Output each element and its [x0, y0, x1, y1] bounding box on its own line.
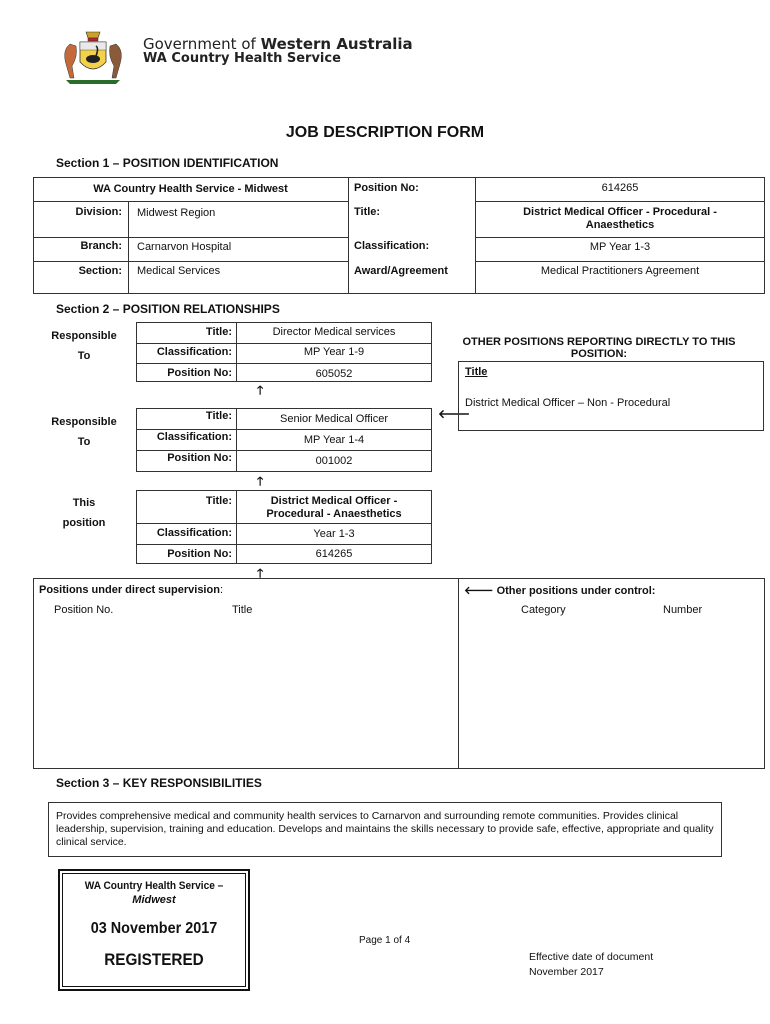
box1-class-value: MP Year 1-9: [303, 346, 365, 358]
box1-title-label: Title:: [205, 326, 232, 338]
other-position-item: District Medical Officer – Non - Procedural: [465, 397, 671, 409]
box3-pos-value: 614265: [315, 548, 353, 560]
responsible-label-2: Responsible To: [51, 416, 117, 448]
crest-logo: [56, 26, 130, 88]
responsible-label-1: Responsible To: [51, 330, 117, 362]
page-number: Page 1 of 4: [359, 935, 411, 946]
arrow-left-icon: 🡐: [464, 585, 494, 597]
award-value: Medical Practitioners Agreement: [540, 265, 700, 277]
col-position-no: Position No.: [54, 604, 114, 616]
section-label: Section:: [78, 265, 122, 277]
section3-heading: Section 3 – KEY RESPONSIBILITIES: [56, 776, 262, 790]
box1-class-label: Classification:: [156, 346, 232, 358]
box3-pos-label: Position No:: [167, 548, 232, 560]
effective-date-label: Effective date of document: [529, 951, 654, 963]
arrow-up-icon: 🡑: [257, 383, 264, 397]
key-responsibilities-text: Provides comprehensive medical and community health services to Carnarvon and surrounding remote communities. Provides clinical leadership, supervision, training and education. Develops and maintains the skills necessary to provide safe, effective, appropriate and quality clinical service.: [56, 810, 714, 848]
other-control-label: 🡐 Other positions under control:: [464, 585, 656, 597]
box3-class-value: Year 1-3: [313, 528, 355, 540]
effective-date-value: November 2017: [529, 966, 604, 978]
box2-title-value: Senior Medical Officer: [279, 413, 388, 425]
box1-pos-label: Position No:: [167, 367, 232, 379]
col-title: Title: [232, 604, 253, 616]
position-no-label: Position No:: [354, 182, 419, 194]
org-name-state: Western Australia: [260, 35, 413, 53]
box1-pos-value: 605052: [315, 368, 353, 380]
division-label: Division:: [75, 206, 122, 218]
arrow-up-icon: 🡑: [257, 474, 264, 488]
org-name-prefix: Government of: [143, 35, 256, 53]
stamp-org-line: WA Country Health Service –: [84, 880, 224, 892]
stamp-status: REGISTERED: [104, 950, 204, 969]
col-number: Number: [663, 604, 703, 616]
org-subname: WA Country Health Service: [143, 51, 341, 66]
other-positions-heading: OTHER POSITIONS REPORTING DIRECTLY TO THIS POSITION:: [462, 336, 736, 360]
classification-label: Classification:: [354, 240, 430, 252]
under-supervision-label: Positions under direct supervision:: [39, 584, 223, 596]
title-value: District Medical Officer - Procedural - Anaesthetics: [523, 206, 717, 231]
branch-value: Carnarvon Hospital: [137, 241, 232, 253]
stamp-date: 03 November 2017: [90, 920, 218, 937]
supervision-table: [33, 578, 765, 769]
section-value: Medical Services: [137, 265, 221, 277]
box2-pos-label: Position No:: [167, 452, 232, 464]
other-positions-box: [458, 361, 764, 431]
box2-title-label: Title:: [205, 410, 232, 422]
position-no-value: 614265: [601, 182, 639, 194]
stamp-region: Midwest: [132, 894, 176, 906]
other-title-label: Title: [465, 366, 488, 378]
arrow-left-icon: 🡐: [438, 407, 471, 421]
box3-title-label: Title:: [205, 495, 232, 507]
arrow-up-icon: 🡑: [257, 566, 264, 580]
box3-class-label: Classification:: [156, 527, 232, 539]
classification-value: MP Year 1-3: [589, 241, 651, 253]
box2-class-value: MP Year 1-4: [303, 434, 365, 446]
section1-heading: Section 1 – POSITION IDENTIFICATION: [56, 156, 279, 170]
box2-class-label: Classification:: [156, 431, 232, 443]
box2-pos-value: 001002: [315, 455, 353, 467]
col-category: Category: [521, 604, 566, 616]
section2-heading: Section 2 – POSITION RELATIONSHIPS: [56, 302, 280, 316]
title-label: Title:: [354, 206, 381, 218]
org-cell: WA Country Health Service - Midwest: [93, 183, 288, 195]
this-position-label: This position: [62, 497, 106, 529]
branch-label: Branch:: [80, 240, 122, 252]
division-value: Midwest Region: [137, 207, 216, 219]
box3-title-value: District Medical Officer - Procedural - Anaesthetics: [266, 495, 402, 520]
box1-title-value: Director Medical services: [272, 326, 396, 338]
award-label: Award/Agreement: [354, 265, 448, 277]
form-title: JOB DESCRIPTION FORM: [285, 124, 485, 141]
